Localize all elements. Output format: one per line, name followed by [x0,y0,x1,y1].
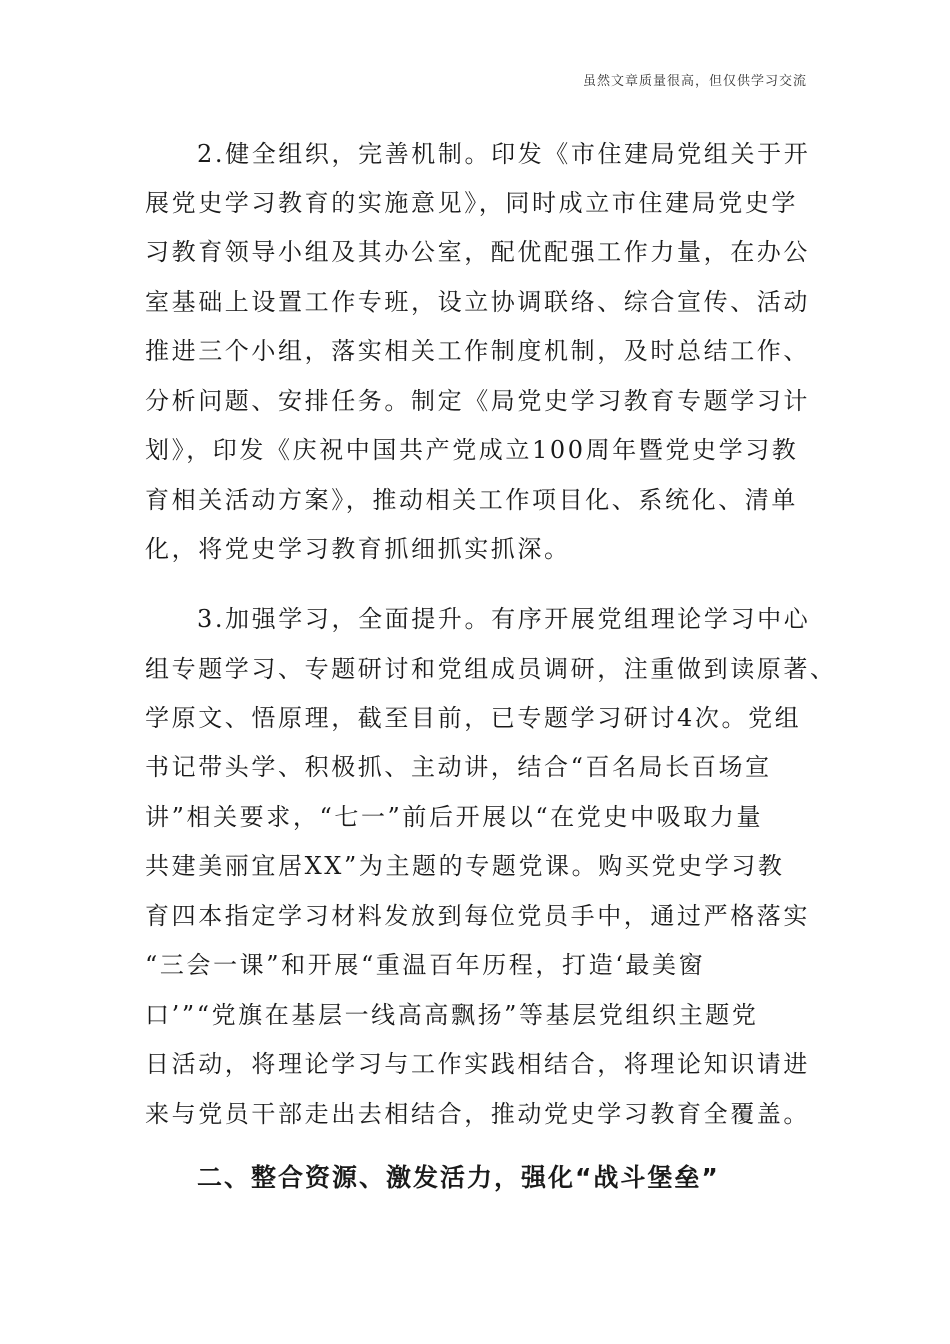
paragraph-line: 口’”“党旗在基层一线高高飘扬”等基层党组织主题党 [145,1001,759,1029]
paragraph-line: 来与党员干部走出去相结合，推动党史学习教育全覆盖。 [145,1100,810,1128]
paragraph-line: 3.加强学习，全面提升。有序开展党组理论学习中心 [197,605,811,633]
paragraph-line: 2.健全组织，完善机制。印发《市住建局党组关于开 [197,140,811,168]
paragraph-line: 育相关活动方案》，推动相关工作项目化、系统化、清单 [145,486,798,514]
paragraph-line: “三会一课”和开展“重温百年历程，打造‘最美窗 [145,951,706,979]
section-heading: 二、整合资源、激发活力，强化“战斗堡垒” [197,1163,720,1192]
paragraph-line: 育四本指定学习材料发放到每位党员手中，通过严格落实 [145,902,810,930]
paragraph-line: 共建美丽宜居XX”为主题的专题党课。购买党史学习教 [145,852,785,880]
paragraph-line: 日活动，将理论学习与工作实践相结合，将理论知识请进 [145,1050,810,1078]
paragraph-line: 书记带头学、积极抓、主动讲，结合“百名局长百场宣 [145,753,772,781]
paragraph-line: 划》，印发《庆祝中国共产党成立100周年暨党史学习教 [145,436,799,464]
paragraph-line: 展党史学习教育的实施意见》，同时成立市住建局党史学 [145,189,798,217]
paragraph-line: 分析问题、安排任务。制定《局党史学习教育专题学习计 [145,387,810,415]
paragraph-line: 室基础上设置工作专班，设立协调联络、综合宣传、活动 [145,288,810,316]
paragraph-line: 讲”相关要求，“七一”前后开展以“在党史中吸取力量 [145,803,764,831]
paragraph-line: 学原文、悟原理，截至目前，已专题学习研讨4次。党组 [145,704,802,732]
paragraph-line: 化，将党史学习教育抓细抓实抓深。 [145,535,571,563]
paragraph-line: 组专题学习、专题研讨和党组成员调研，注重做到读原著、 [145,655,837,683]
header-disclaimer: 虽然文章质量很高，但仅供学习交流 [582,74,807,89]
paragraph-line: 推进三个小组，落实相关工作制度机制，及时总结工作、 [145,337,810,365]
paragraph-line: 习教育领导小组及其办公室，配优配强工作力量，在办公 [145,238,810,266]
